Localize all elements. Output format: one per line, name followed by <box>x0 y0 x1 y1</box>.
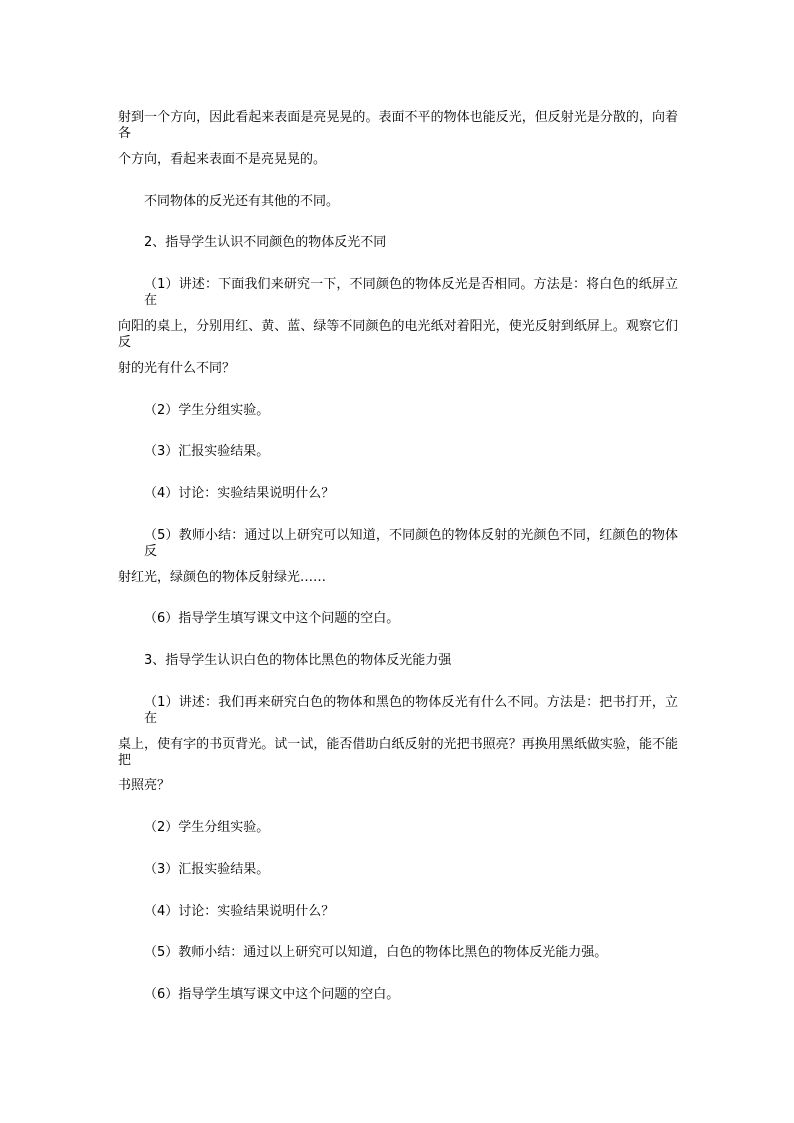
paragraph-line: 桌上，使有字的书页背光。试一试，能否借助白纸反射的光把书照亮？再换用黑纸做实验，能不能把 <box>118 737 678 768</box>
list-item: （5）教师小结：通过以上研究可以知道，不同颜色的物体反射的光颜色不同，红颜色的物体反 <box>144 528 678 559</box>
list-item: （5）教师小结：通过以上研究可以知道，白色的物体比黑色的物体反光能力强。 <box>144 945 608 960</box>
paragraph-line: 向阳的桌上，分别用红、黄、蓝、绿等不同颜色的电光纸对着阳光，使光反射到纸屏上。观察它们反 <box>118 319 678 350</box>
list-item: （6）指导学生填写课文中这个问题的空白。 <box>144 611 400 626</box>
paragraph-line: 射到一个方向，因此看起来表面是亮晃晃的。表面不平的物体也能反光，但反射光是分散的，向着各 <box>118 110 678 141</box>
paragraph-line: 个方向，看起来表面不是亮晃晃的。 <box>118 152 327 167</box>
list-item: （3）汇报实验结果。 <box>144 444 270 459</box>
section-heading: 2、指导学生认识不同颜色的物体反光不同 <box>144 235 387 250</box>
paragraph-line: 不同物体的反光还有其他的不同。 <box>144 194 340 209</box>
paragraph-line: 书照亮？ <box>118 778 171 793</box>
paragraph-line: 射红光，绿颜色的物体反射绿光…… <box>118 570 327 585</box>
list-item: （1）讲述：我们再来研究白色的物体和黑色的物体反光有什么不同。方法是：把书打开，立在 <box>144 695 678 726</box>
list-item: （4）讨论：实验结果说明什么？ <box>144 904 335 919</box>
list-item: （2）学生分组实验。 <box>144 403 270 418</box>
list-item: （3）汇报实验结果。 <box>144 862 270 877</box>
list-item: （6）指导学生填写课文中这个问题的空白。 <box>144 987 400 1002</box>
paragraph-line: 射的光有什么不同？ <box>118 361 236 376</box>
list-item: （4）讨论：实验结果说明什么？ <box>144 486 335 501</box>
paragraph-line: （1）讲述：下面我们来研究一下，不同颜色的物体反光是否相同。方法是：将白色的纸屏立在 <box>144 277 678 308</box>
list-item: （2）学生分组实验。 <box>144 820 270 835</box>
section-heading: 3、指导学生认识白色的物体比黑色的物体反光能力强 <box>144 653 452 668</box>
